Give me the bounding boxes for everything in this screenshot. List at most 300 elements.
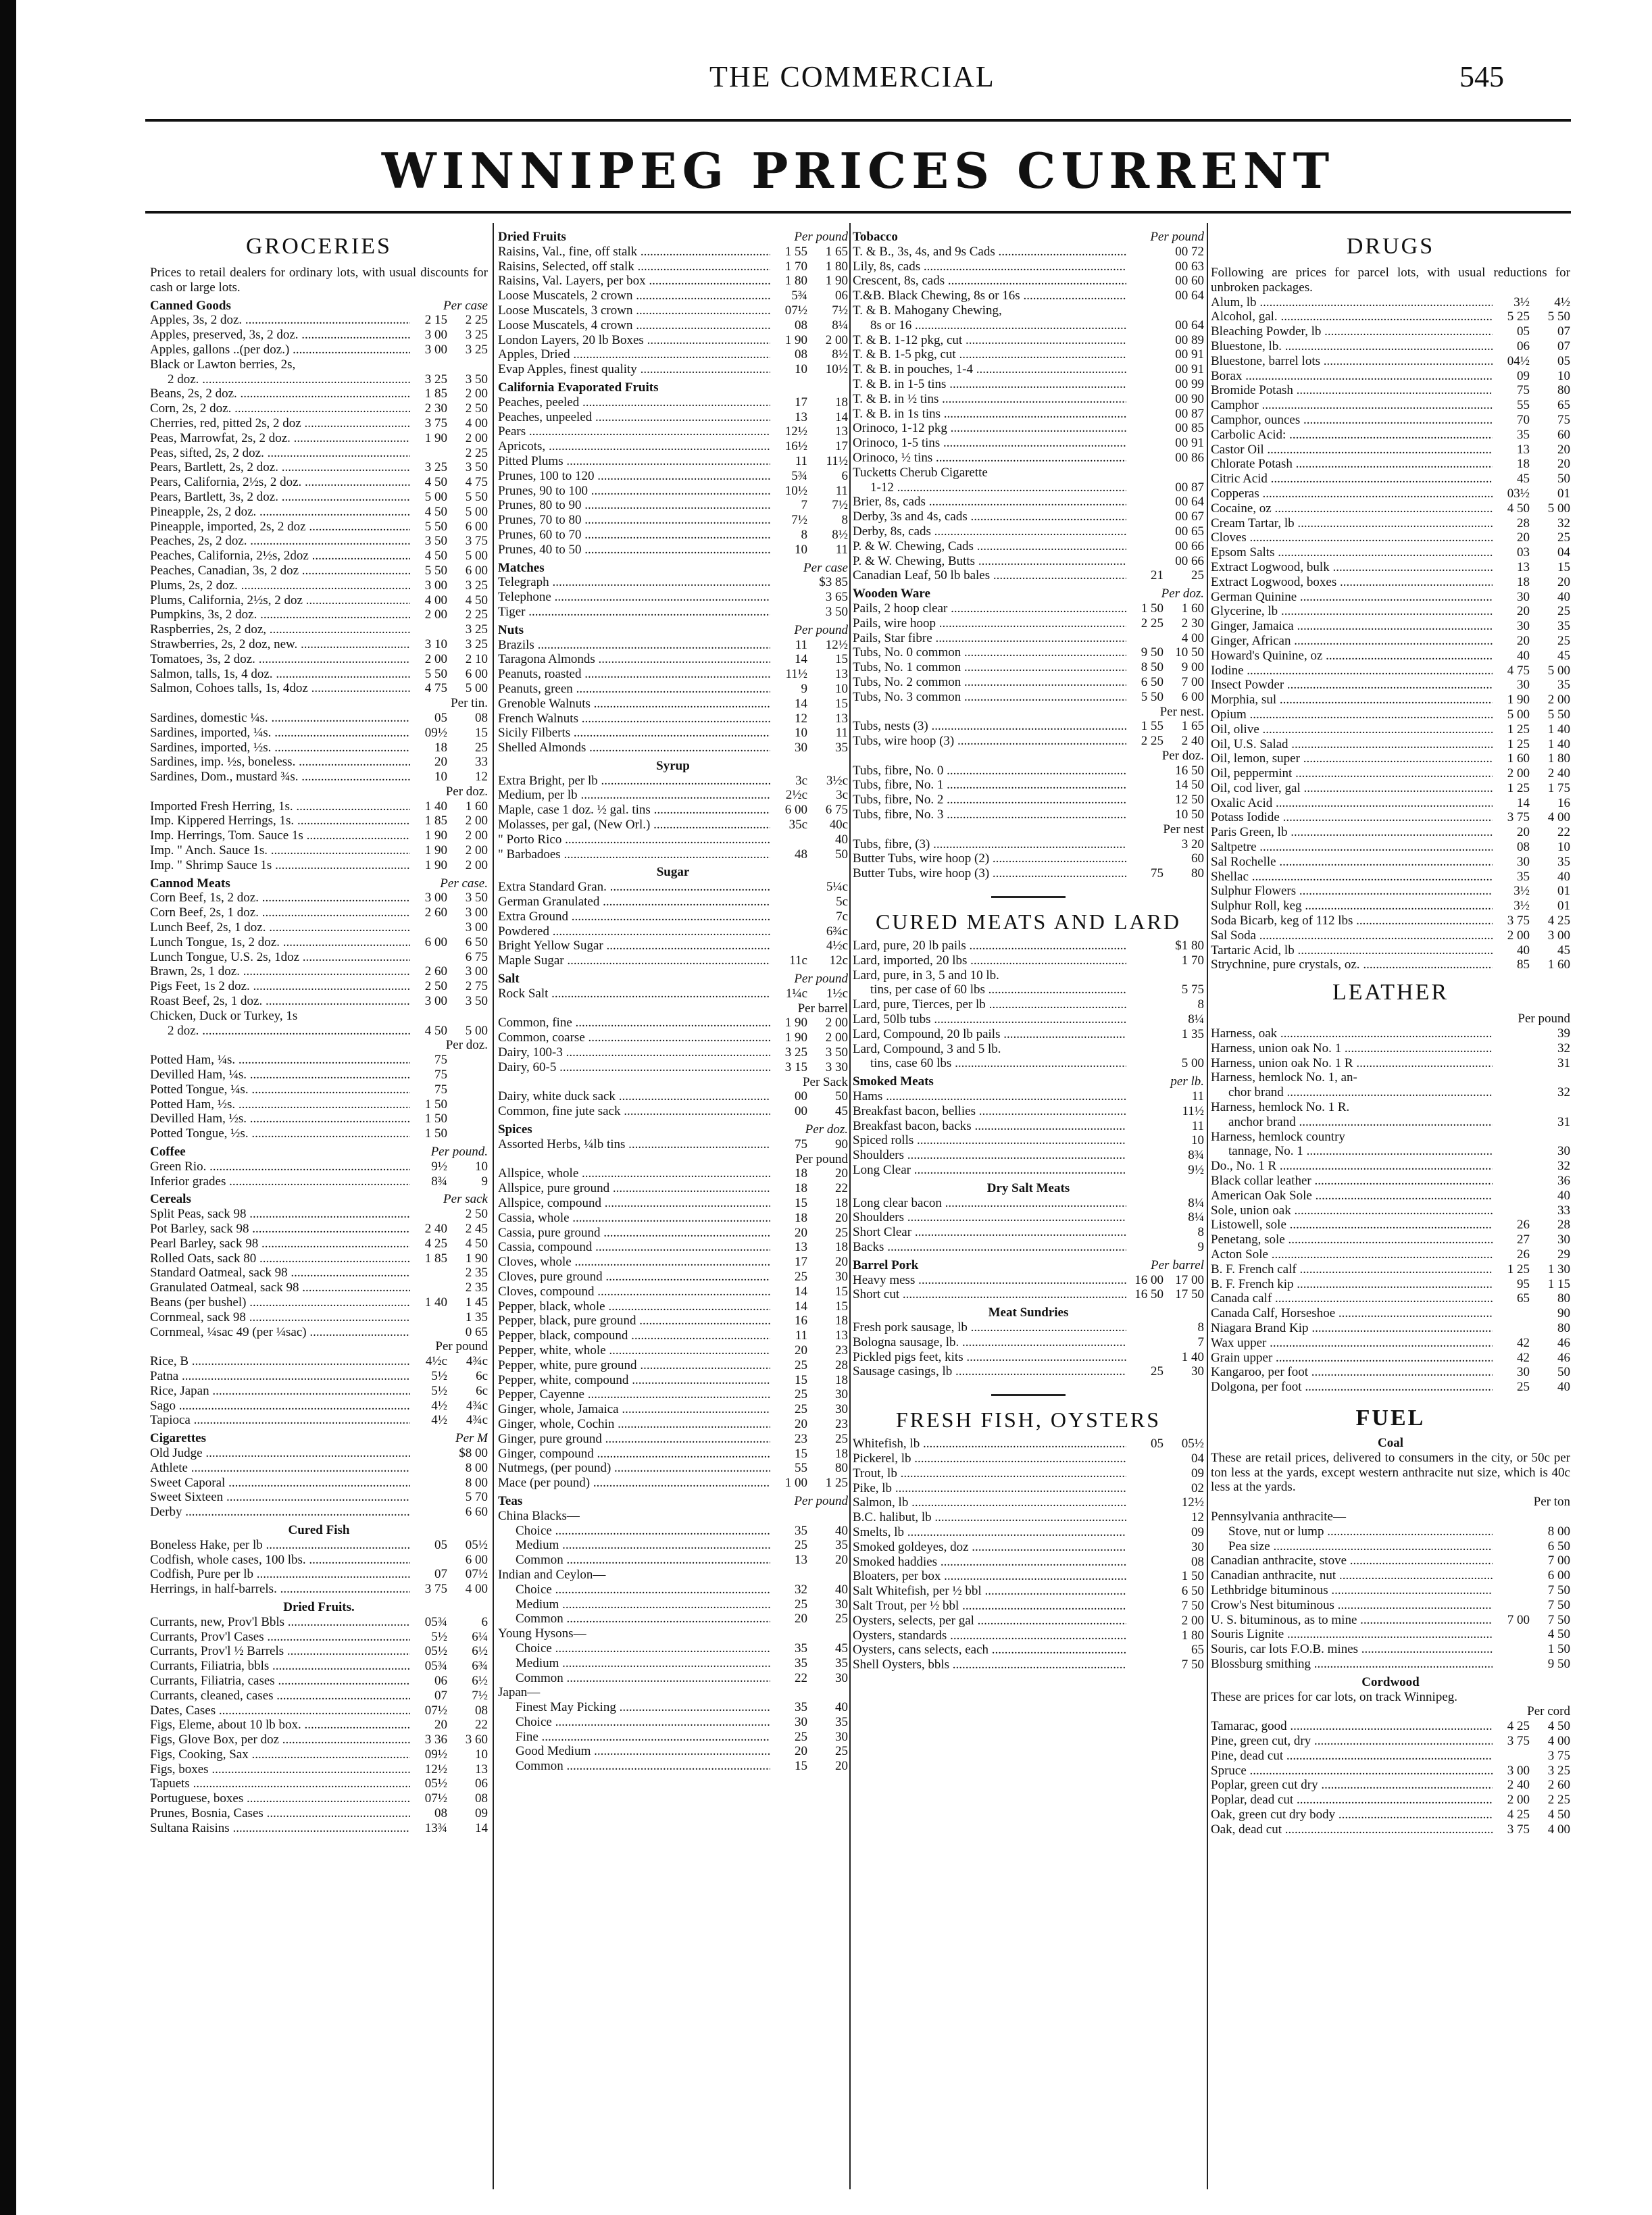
price-high: 9 bbox=[1197, 1240, 1204, 1254]
price-row bbox=[150, 652, 488, 667]
price-row bbox=[1211, 1115, 1570, 1130]
subsection-title: Sugar bbox=[656, 865, 690, 880]
subsection-heading bbox=[498, 972, 848, 987]
item-name: Tamarac, good ..... bbox=[1211, 1719, 1493, 1734]
item-name: Molasses, per gal, (New Orl.) ..... bbox=[498, 818, 770, 832]
price-high: 08 bbox=[475, 1703, 488, 1718]
unit-label: Per M bbox=[455, 1431, 488, 1446]
price-high: 09 bbox=[1191, 1466, 1204, 1480]
price-high: 13 bbox=[835, 424, 848, 439]
price-high: 6 bbox=[481, 1614, 488, 1629]
price-high: 7½ bbox=[472, 1688, 488, 1703]
price-high: 0 65 bbox=[465, 1324, 488, 1339]
price-row bbox=[1211, 1026, 1570, 1041]
price-high: 4 00 bbox=[1181, 630, 1204, 645]
price-row bbox=[1211, 619, 1570, 634]
price-row bbox=[1211, 1553, 1570, 1568]
price-low: 3 75 bbox=[1507, 810, 1530, 825]
price-low: 20 bbox=[1517, 604, 1530, 619]
price-low: 3 00 bbox=[424, 328, 447, 343]
subsection-heading bbox=[498, 759, 848, 774]
unit-label: Per pound bbox=[435, 1339, 488, 1354]
item-name: French Walnuts ..... bbox=[498, 712, 770, 726]
price-row bbox=[498, 774, 848, 789]
item-name: Athlete ..... bbox=[150, 1461, 410, 1476]
price-row bbox=[1211, 1233, 1570, 1247]
price-row bbox=[853, 1510, 1204, 1525]
price-high: $1 80 bbox=[1175, 939, 1204, 953]
subsection-title: Smoked Meats bbox=[853, 1074, 934, 1089]
item-name: Corn Beef, 1s, 2 doz. ..... bbox=[150, 891, 410, 905]
price-row bbox=[498, 1358, 848, 1373]
item-name: Brier, 8s, cads ..... bbox=[853, 495, 1126, 509]
item-name: Oil, cod liver, gal ..... bbox=[1211, 781, 1493, 796]
page-number: 545 bbox=[1459, 60, 1504, 93]
item-name: T. & B. in pouches, 1-4 ..... bbox=[853, 362, 1126, 377]
price-low: 9 bbox=[801, 681, 807, 696]
price-row bbox=[498, 1196, 848, 1211]
price-low: 1 90 bbox=[784, 332, 807, 347]
price-low: 2 60 bbox=[424, 905, 447, 920]
item-name: Common ..... bbox=[516, 1759, 770, 1774]
price-low: 1 90 bbox=[424, 430, 447, 445]
price-row bbox=[1211, 766, 1570, 781]
price-row bbox=[498, 575, 848, 590]
item-name: Harness, oak ..... bbox=[1211, 1026, 1493, 1041]
price-row bbox=[498, 1759, 848, 1774]
item-name: Derby ..... bbox=[150, 1505, 410, 1520]
item-name: Opium ..... bbox=[1211, 707, 1493, 722]
price-low: 30 bbox=[1517, 854, 1530, 869]
price-low: 12½ bbox=[784, 424, 807, 439]
price-low: 2 25 bbox=[1141, 616, 1163, 630]
price-row bbox=[1211, 383, 1570, 398]
item-name: Ginger, whole, Jamaica ..... bbox=[498, 1402, 770, 1417]
price-high: 7½ bbox=[832, 303, 848, 318]
price-high: 6 50 bbox=[1547, 1539, 1570, 1553]
price-row bbox=[498, 987, 848, 1001]
item-name: German Granulated ..... bbox=[498, 895, 770, 910]
price-low: 20 bbox=[795, 1612, 807, 1626]
price-high: 50 bbox=[835, 847, 848, 862]
price-low: 2½c bbox=[785, 788, 807, 803]
price-high: 1 45 bbox=[465, 1295, 488, 1310]
price-low: 05½ bbox=[424, 1644, 447, 1659]
price-row bbox=[150, 505, 488, 520]
price-row bbox=[1211, 295, 1570, 310]
price-low: 4½ bbox=[431, 1398, 447, 1413]
price-low: 25 bbox=[795, 1387, 807, 1402]
section-title: FRESH FISH, OYSTERS bbox=[895, 1408, 1161, 1433]
price-row bbox=[150, 372, 488, 387]
subsection-heading bbox=[498, 380, 848, 395]
price-low: 08 bbox=[1517, 840, 1530, 855]
price-low: 00 bbox=[795, 1104, 807, 1119]
price-high: 40 bbox=[1557, 869, 1570, 884]
item-name: Common, coarse ..... bbox=[498, 1030, 770, 1045]
price-high: 7c bbox=[836, 909, 848, 924]
subsection-title: Teas bbox=[498, 1493, 523, 1508]
item-name: Nutmegs, (per pound) ..... bbox=[498, 1461, 770, 1476]
subsection-heading bbox=[150, 1523, 488, 1538]
price-low: 20 bbox=[434, 1718, 447, 1733]
price-row bbox=[150, 1538, 488, 1553]
item-name: Extra Bright, per lb ..... bbox=[498, 774, 770, 789]
item-name: Boneless Hake, per lb ..... bbox=[150, 1538, 410, 1553]
price-high: 00 64 bbox=[1175, 318, 1204, 332]
price-high: 75 bbox=[1557, 412, 1570, 427]
price-high: 1 25 bbox=[825, 1476, 848, 1491]
price-row bbox=[498, 333, 848, 348]
price-high: 10 bbox=[835, 681, 848, 696]
price-row bbox=[150, 891, 488, 905]
subsection-title: Canned Goods bbox=[150, 298, 231, 313]
price-low: 4½c bbox=[425, 1354, 447, 1369]
price-high: 3 50 bbox=[465, 891, 488, 905]
price-high: 01 bbox=[1557, 486, 1570, 501]
price-high: 15 bbox=[475, 725, 488, 740]
price-high: 2 60 bbox=[1547, 1778, 1570, 1793]
price-high: 00 64 bbox=[1175, 495, 1204, 509]
price-high: 15 bbox=[835, 696, 848, 711]
price-low: 03 bbox=[1517, 545, 1530, 560]
subsection-heading bbox=[150, 1431, 488, 1446]
price-row bbox=[853, 554, 1204, 569]
price-row bbox=[853, 1163, 1204, 1178]
price-low: 07½ bbox=[424, 1791, 447, 1806]
price-low: 22 bbox=[795, 1670, 807, 1685]
price-high: 3 65 bbox=[825, 590, 848, 605]
price-low: 17 bbox=[795, 1255, 807, 1270]
price-low: 5½ bbox=[431, 1383, 447, 1398]
item-name: Insect Powder ..... bbox=[1211, 678, 1493, 693]
price-low: 5 50 bbox=[424, 563, 447, 578]
price-row bbox=[150, 1718, 488, 1733]
item-name: Glycerine, lb ..... bbox=[1211, 604, 1493, 619]
item-name: Assorted Herbs, ¼lb tins ..... bbox=[498, 1137, 770, 1152]
price-low: 05 bbox=[434, 1537, 447, 1552]
subsection-heading bbox=[1211, 1436, 1570, 1451]
price-low: 17 bbox=[795, 395, 807, 409]
price-low: 5½ bbox=[431, 1368, 447, 1383]
price-high: 9 50 bbox=[1547, 1656, 1570, 1671]
price-high: 00 64 bbox=[1175, 289, 1204, 303]
price-high: 3 75 bbox=[1547, 1748, 1570, 1763]
price-row bbox=[498, 712, 848, 726]
item-name: Sardines, imported, ½s. ..... bbox=[150, 741, 410, 755]
item-name: Telephone ..... bbox=[498, 590, 770, 605]
price-high: 20 bbox=[1557, 457, 1570, 472]
price-high: 3 00 bbox=[465, 964, 488, 979]
price-high: 00 67 bbox=[1175, 509, 1204, 524]
price-row bbox=[150, 1703, 488, 1718]
price-low: 40 bbox=[1517, 648, 1530, 663]
price-row bbox=[853, 1148, 1204, 1163]
price-high: 3 00 bbox=[1547, 928, 1570, 943]
price-high: 4 75 bbox=[465, 475, 488, 490]
price-low: 18 bbox=[1517, 457, 1530, 472]
price-row bbox=[853, 1012, 1204, 1027]
price-high: 6 00 bbox=[465, 666, 488, 681]
price-row bbox=[853, 764, 1204, 778]
price-row bbox=[853, 1643, 1204, 1658]
price-row bbox=[150, 726, 488, 741]
price-row bbox=[1211, 825, 1570, 840]
price-high: 5 75 bbox=[1181, 982, 1204, 997]
price-row bbox=[498, 1447, 848, 1462]
item-name: Spruce ..... bbox=[1211, 1764, 1493, 1778]
price-row bbox=[853, 509, 1204, 524]
price-high: 12c bbox=[829, 953, 848, 968]
price-high: 5¼c bbox=[826, 880, 848, 895]
price-high: 2 10 bbox=[465, 651, 488, 666]
price-row bbox=[150, 1024, 488, 1039]
item-name: Smoked haddies ..... bbox=[853, 1555, 1126, 1570]
price-high: 20 bbox=[835, 1210, 848, 1225]
item-name: Blossburg smithing ..... bbox=[1211, 1657, 1493, 1672]
price-low: 1¼c bbox=[785, 986, 807, 1001]
price-row bbox=[498, 939, 848, 953]
price-high: 20 bbox=[1557, 442, 1570, 457]
price-row bbox=[1211, 1056, 1570, 1071]
section-title: CURED MEATS AND LARD bbox=[875, 910, 1182, 935]
column-dried-fruits-spices-teas bbox=[498, 226, 848, 2189]
price-low: 25 bbox=[795, 1269, 807, 1284]
price-high: 80 bbox=[1557, 1320, 1570, 1335]
price-row bbox=[1211, 914, 1570, 928]
price-low: 35 bbox=[1517, 869, 1530, 884]
subsection-heading bbox=[150, 876, 488, 891]
price-high: 45 bbox=[835, 1104, 848, 1119]
item-name: Peanuts, green ..... bbox=[498, 682, 770, 697]
price-high: 1 90 bbox=[465, 1251, 488, 1266]
price-low: 20 bbox=[1517, 633, 1530, 648]
price-row bbox=[498, 1700, 848, 1715]
price-high: 30 bbox=[1557, 1144, 1570, 1159]
subsection-heading bbox=[150, 1600, 488, 1615]
price-low: 2 00 bbox=[1507, 1793, 1530, 1808]
price-row bbox=[150, 1266, 488, 1280]
item-name: Shellac ..... bbox=[1211, 870, 1493, 885]
price-row bbox=[853, 1273, 1204, 1288]
price-row bbox=[150, 1053, 488, 1068]
item-name: Derby, 8s, cads ..... bbox=[853, 524, 1126, 539]
price-low: 85 bbox=[1517, 957, 1530, 972]
subsection-title: Coal bbox=[1378, 1435, 1403, 1450]
price-high: 11 bbox=[1191, 1089, 1204, 1104]
price-row bbox=[853, 1525, 1204, 1540]
price-row bbox=[853, 866, 1204, 881]
price-high: 5 50 bbox=[1547, 707, 1570, 722]
price-high: 3 60 bbox=[465, 1733, 488, 1747]
item-name: Orinoco, 1-12 pkg ..... bbox=[853, 421, 1126, 436]
price-low: 11 bbox=[795, 453, 807, 468]
price-low: 55 bbox=[795, 1461, 807, 1476]
item-name: Codfish, Pure per lb ..... bbox=[150, 1567, 410, 1582]
price-high: 12 50 bbox=[1175, 793, 1204, 807]
price-low: 1 90 bbox=[1507, 693, 1530, 707]
section-title: LEATHER bbox=[1332, 980, 1449, 1005]
item-name: Alcohol, gal. ..... bbox=[1211, 309, 1493, 324]
price-row bbox=[853, 1364, 1204, 1379]
price-row bbox=[1211, 1642, 1570, 1657]
price-row bbox=[1211, 1189, 1570, 1203]
price-low: 4 50 bbox=[1507, 501, 1530, 516]
item-name: Currants, cleaned, cases ..... bbox=[150, 1689, 410, 1703]
price-high: 07 bbox=[1557, 324, 1570, 339]
price-high: 6 50 bbox=[465, 935, 488, 949]
price-low: 06 bbox=[434, 1673, 447, 1688]
price-high: 90 bbox=[1557, 1306, 1570, 1321]
price-high: 30 bbox=[835, 1597, 848, 1612]
price-row bbox=[498, 1137, 848, 1152]
price-high: 31 bbox=[1557, 1055, 1570, 1070]
price-row bbox=[1211, 1321, 1570, 1336]
price-low: 5 00 bbox=[424, 489, 447, 504]
item-name: Cornmeal, sack 98 ..... bbox=[150, 1310, 410, 1325]
price-row bbox=[1211, 634, 1570, 649]
item-name: Butter Tubs, wire hoop (2) ..... bbox=[853, 851, 1126, 866]
item-name: Oysters, standards ..... bbox=[853, 1628, 1126, 1643]
price-row bbox=[498, 1211, 848, 1226]
price-low: 15 bbox=[795, 1372, 807, 1387]
price-row bbox=[853, 539, 1204, 554]
price-high: 23 bbox=[835, 1343, 848, 1358]
price-high: 20 bbox=[1557, 574, 1570, 589]
item-group-label: Harness, hemlock country bbox=[1211, 1129, 1345, 1144]
price-high: 11 bbox=[1191, 1118, 1204, 1133]
price-row bbox=[853, 851, 1204, 866]
price-row bbox=[1211, 413, 1570, 428]
price-low: 5 50 bbox=[1141, 689, 1163, 704]
price-high: 4 50 bbox=[465, 593, 488, 607]
item-name: Salt Trout, per ½ bbl ..... bbox=[853, 1599, 1126, 1614]
price-high: 13 bbox=[835, 711, 848, 726]
subsection-title: California Evaporated Fruits bbox=[498, 380, 659, 395]
price-high: 80 bbox=[1191, 866, 1204, 881]
price-row bbox=[853, 1437, 1204, 1451]
item-name: Potted Ham, ¼s. ..... bbox=[150, 1053, 410, 1068]
price-low: 11 bbox=[795, 1328, 807, 1343]
price-high: 50 bbox=[1557, 1365, 1570, 1380]
price-row bbox=[853, 318, 1204, 333]
item-name: Bluestone, barrel lots ..... bbox=[1211, 354, 1493, 369]
price-low: 2 00 bbox=[424, 651, 447, 666]
item-name: Souris Lignite ..... bbox=[1211, 1627, 1493, 1642]
item-name: Cassia, pure ground ..... bbox=[498, 1226, 770, 1241]
price-row bbox=[150, 1567, 488, 1582]
price-high: 3 50 bbox=[465, 994, 488, 1009]
price-high: 22 bbox=[835, 1181, 848, 1196]
unit-label: Per doz. bbox=[805, 1122, 848, 1137]
price-row bbox=[1211, 428, 1570, 443]
price-row bbox=[498, 318, 848, 333]
price-high: 00 90 bbox=[1175, 391, 1204, 406]
price-row bbox=[1211, 1277, 1570, 1292]
item-name: Pears, Bartlett, 3s, 2 doz. ..... bbox=[150, 490, 410, 505]
price-row bbox=[150, 637, 488, 652]
item-name: tins, per case of 60 lbs ..... bbox=[870, 982, 1126, 997]
item-name: Oysters, cans selects, each ..... bbox=[853, 1643, 1126, 1658]
price-low: 5 50 bbox=[424, 666, 447, 681]
price-high: 3 50 bbox=[825, 604, 848, 619]
price-row bbox=[498, 1730, 848, 1745]
price-row bbox=[853, 1056, 1204, 1071]
price-low: 1 25 bbox=[1507, 1262, 1530, 1276]
price-row bbox=[150, 328, 488, 343]
price-row bbox=[853, 451, 1204, 466]
price-high: 45 bbox=[835, 1641, 848, 1656]
unit-label: Per tin. bbox=[451, 696, 488, 711]
price-row bbox=[1211, 1764, 1570, 1778]
price-low: 3 50 bbox=[424, 534, 447, 549]
item-name: Lunch Tongue, U.S. 2s, 1doz ..... bbox=[150, 950, 410, 965]
price-high: 4½ bbox=[1554, 295, 1570, 309]
price-row bbox=[150, 1476, 488, 1491]
price-row bbox=[150, 343, 488, 357]
item-name: Loose Muscatels, 4 crown ..... bbox=[498, 318, 770, 333]
price-low: 1 00 bbox=[784, 1476, 807, 1491]
price-high: 5 00 bbox=[465, 1023, 488, 1038]
item-name: Salmon, talls, 1s, 4 doz. ..... bbox=[150, 667, 410, 682]
item-name: Common, fine jute sack ..... bbox=[498, 1104, 770, 1119]
price-low: 05 bbox=[434, 710, 447, 725]
price-low: 42 bbox=[1517, 1335, 1530, 1350]
price-high: 1 40 bbox=[1547, 722, 1570, 737]
price-row bbox=[1211, 1613, 1570, 1628]
price-high: 40c bbox=[829, 818, 848, 832]
item-name: Long Clear ..... bbox=[853, 1163, 1126, 1178]
item-name: Bromide Potash ..... bbox=[1211, 383, 1493, 398]
price-row bbox=[498, 1299, 848, 1314]
price-row bbox=[498, 498, 848, 513]
price-row bbox=[498, 274, 848, 289]
price-row bbox=[150, 979, 488, 994]
price-row bbox=[1211, 545, 1570, 560]
price-high: 39 bbox=[1557, 1026, 1570, 1041]
item-name: Sweet Caporal ..... bbox=[150, 1476, 410, 1491]
price-high: 2 00 bbox=[825, 332, 848, 347]
price-low: 14 bbox=[1517, 795, 1530, 810]
item-name: Lard, 50lb tubs ..... bbox=[853, 1012, 1126, 1027]
subsection-heading bbox=[853, 1181, 1204, 1196]
price-high: 8¼ bbox=[1188, 1012, 1204, 1027]
price-high: 2 40 bbox=[1181, 734, 1204, 749]
price-high: 12 bbox=[475, 770, 488, 785]
price-low: 08 bbox=[434, 1806, 447, 1821]
price-low: 12 bbox=[795, 711, 807, 726]
price-row bbox=[498, 1641, 848, 1656]
subsection-title: Tobacco bbox=[853, 230, 898, 244]
item-name: Salt Whitefish, per ½ bbl ..... bbox=[853, 1584, 1126, 1599]
item-name: B.C. halibut, lb ..... bbox=[853, 1510, 1126, 1525]
running-head bbox=[0, 41, 1652, 101]
item-name: Currants, Prov'l ½ Barrels ..... bbox=[150, 1644, 410, 1659]
price-high: 8 bbox=[1197, 1225, 1204, 1240]
subsection-title: Cigarettes bbox=[150, 1431, 207, 1446]
price-low: 20 bbox=[1517, 530, 1530, 545]
price-high: 00 66 bbox=[1175, 553, 1204, 568]
price-row bbox=[853, 997, 1204, 1012]
price-low: 05 bbox=[1517, 324, 1530, 339]
section-note: These are retail prices, delivered to consumers in the city, or 50c per ton less at the yards, except western anthracite nut size, which is 40c less at the yards. bbox=[1211, 1450, 1570, 1495]
price-row bbox=[498, 1089, 848, 1104]
price-high: 40 bbox=[835, 1523, 848, 1538]
item-name: Spiced rolls ..... bbox=[853, 1133, 1126, 1148]
price-row bbox=[853, 1466, 1204, 1481]
price-row bbox=[498, 484, 848, 499]
item-name: Pails, wire hoop ..... bbox=[853, 616, 1126, 631]
